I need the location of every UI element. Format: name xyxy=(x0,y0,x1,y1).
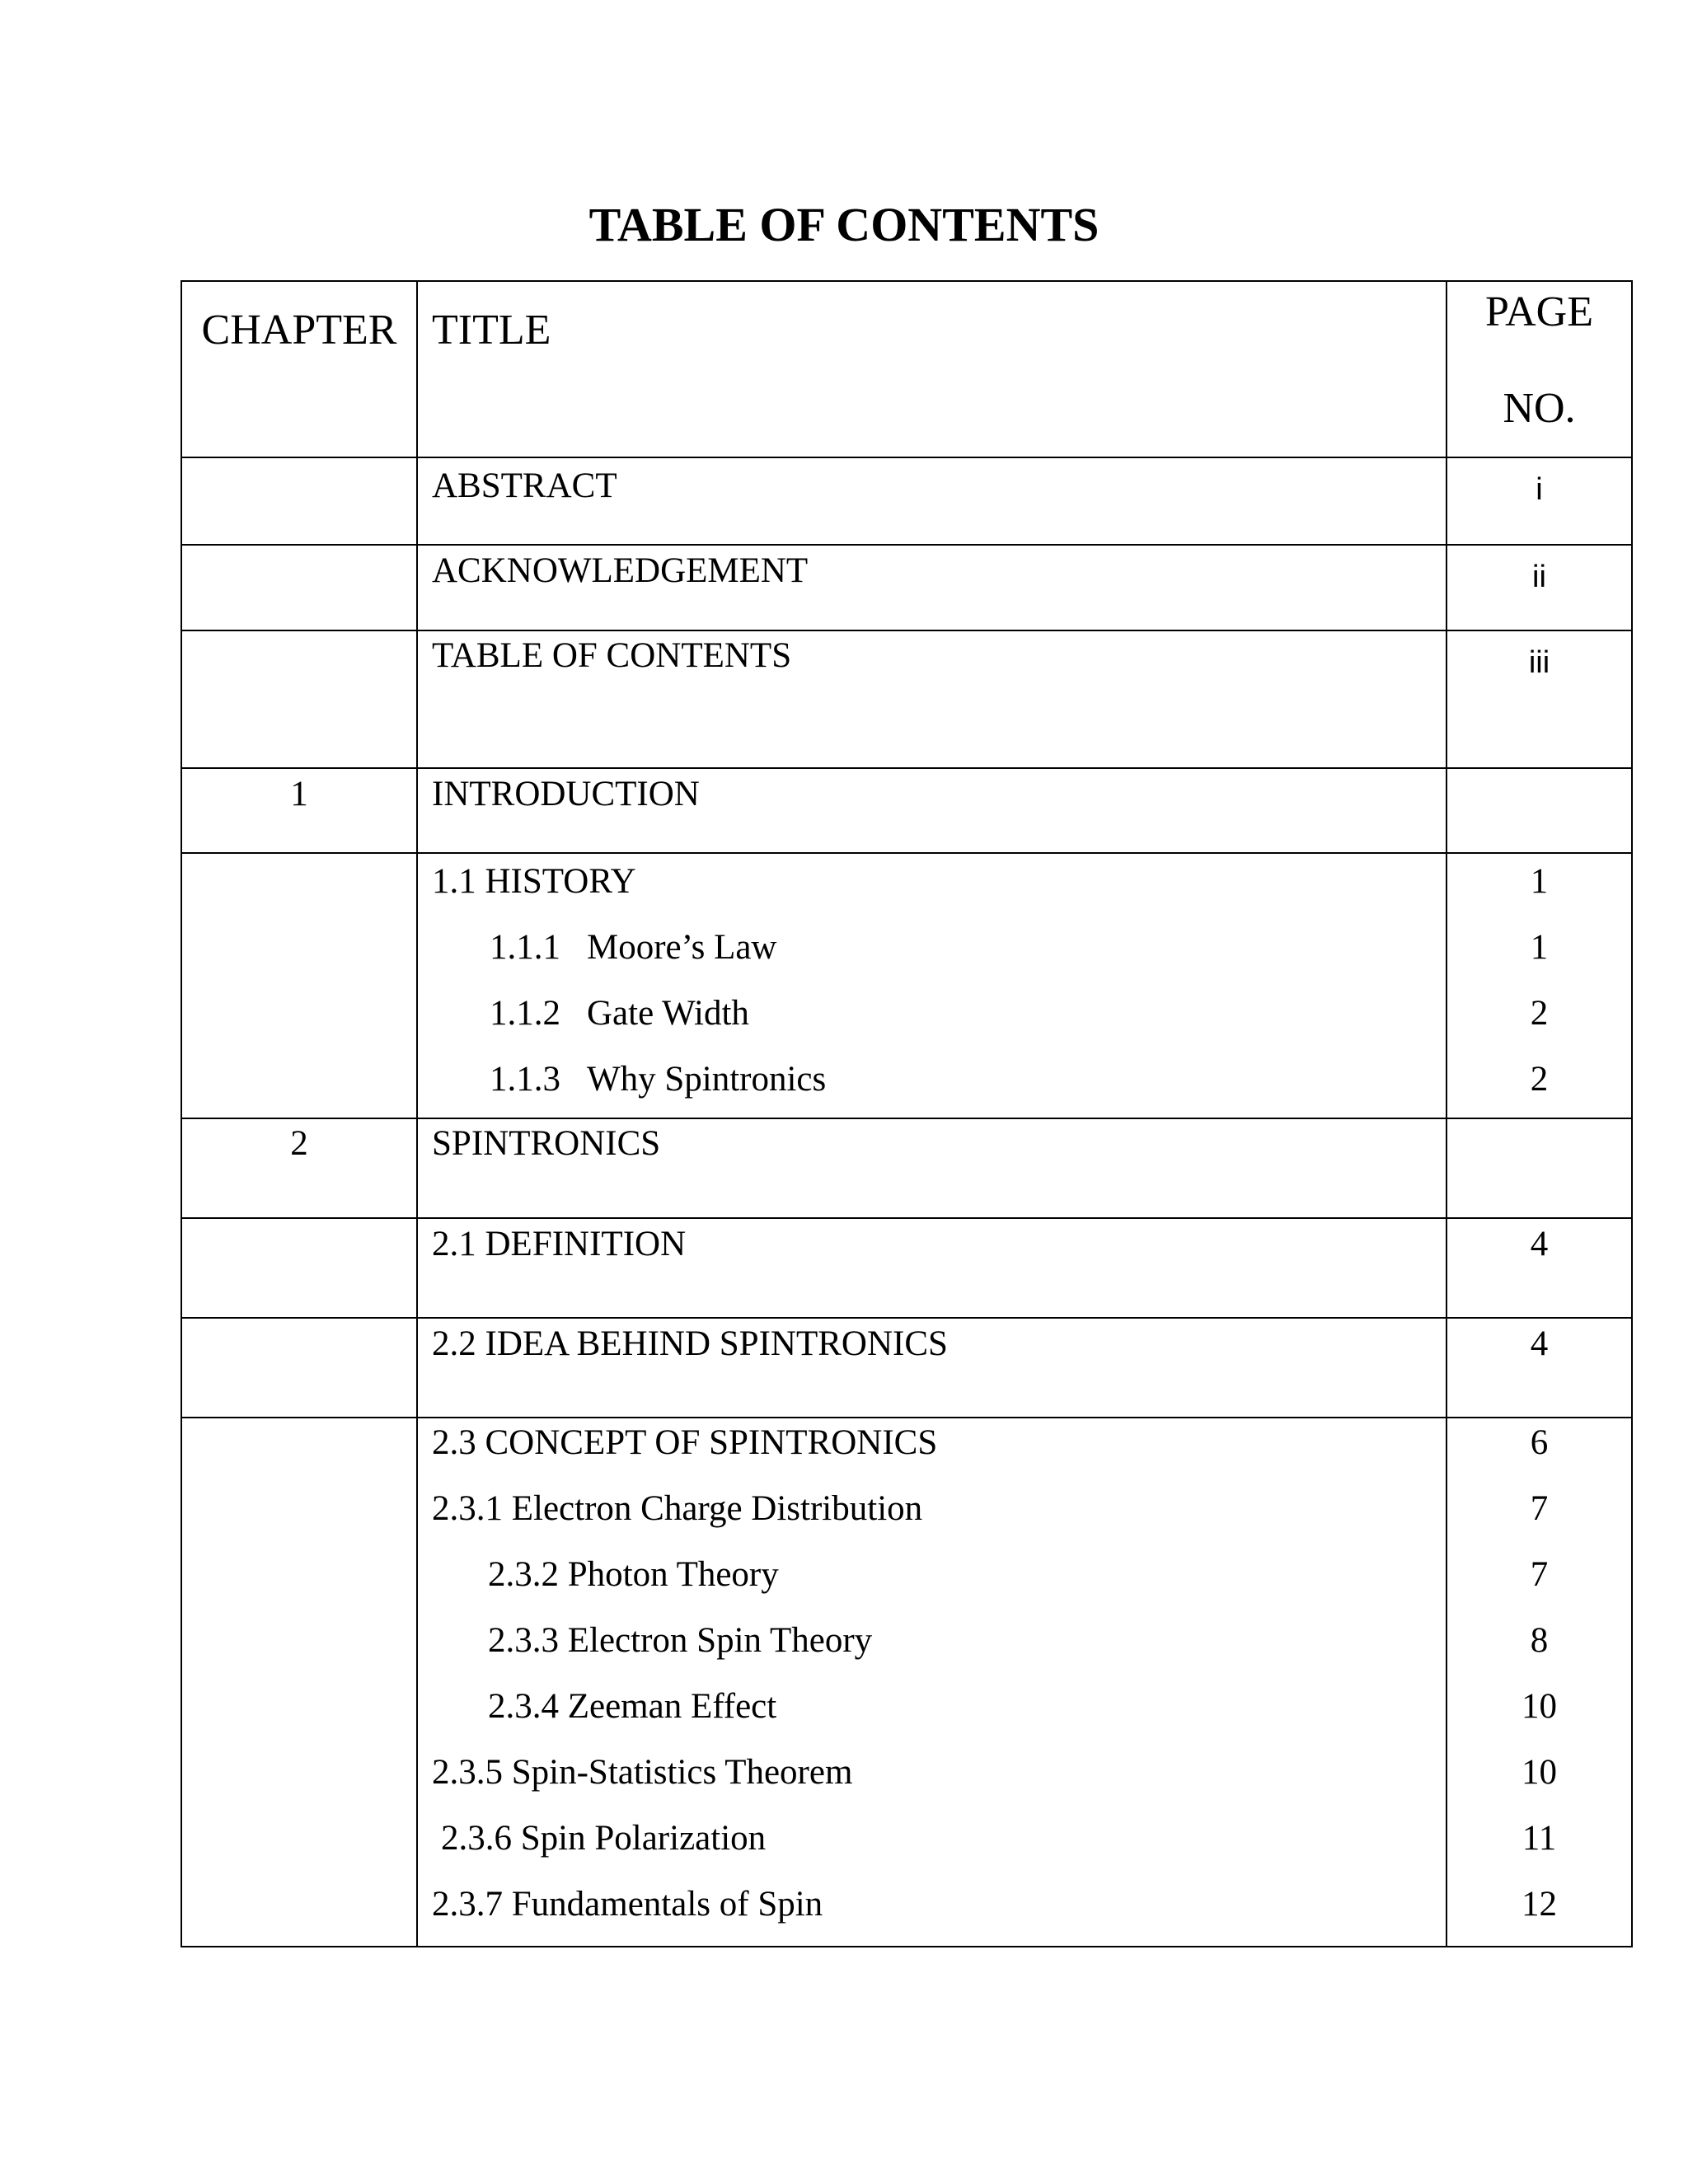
toc-entry-page: 4 xyxy=(1530,1225,1549,1263)
toc-entry-page: 8 xyxy=(1530,1621,1549,1660)
page-cell xyxy=(1447,768,1632,853)
title-cell xyxy=(417,1418,1447,1947)
toc-entry-title: 2.2 IDEA BEHIND SPINTRONICS xyxy=(432,1324,948,1363)
table-row xyxy=(181,545,1632,630)
toc-entry-page: 2 xyxy=(1530,1060,1549,1099)
title-cell xyxy=(417,853,1447,1118)
header-chapter: CHAPTER xyxy=(181,281,417,457)
toc-entry-title: 2.3.6 Spin Polarization xyxy=(441,1819,767,1858)
toc-subentry xyxy=(432,981,1446,1047)
table-row xyxy=(181,457,1632,545)
toc-entry-page: 10 xyxy=(1522,1687,1557,1726)
chapter-cell xyxy=(181,1118,417,1218)
toc-entry-title: SPINTRONICS xyxy=(432,1124,661,1163)
page-cell xyxy=(1447,1218,1632,1318)
header-row xyxy=(181,281,1632,457)
toc-entry-page: 11 xyxy=(1522,1819,1557,1858)
page-cell xyxy=(1447,853,1632,1118)
toc-entry-title: Moore’s Law xyxy=(587,928,777,967)
page-title: TABLE OF CONTENTS xyxy=(588,198,1100,251)
page-cell xyxy=(1447,545,1632,630)
chapter-number: 1 xyxy=(290,775,308,813)
toc-entry-page: 4 xyxy=(1530,1324,1549,1363)
toc-entry-page: 7 xyxy=(1530,1555,1549,1594)
table-row xyxy=(181,1318,1632,1418)
table-row xyxy=(181,1218,1632,1318)
toc-entry-page: 10 xyxy=(1522,1753,1557,1792)
header-page-line1: PAGE xyxy=(1484,288,1593,335)
header-page-line2: NO. xyxy=(1503,385,1576,432)
title-cell xyxy=(417,1218,1447,1318)
table-row xyxy=(181,1118,1632,1218)
title-cell xyxy=(417,1318,1447,1418)
table-row xyxy=(181,630,1632,768)
toc-entry-page: 6 xyxy=(1530,1423,1549,1462)
toc-entry-title: 2.3.4 Zeeman Effect xyxy=(488,1687,777,1726)
section-number: 1.1.3 xyxy=(490,1060,560,1099)
toc-subentry xyxy=(432,915,1446,981)
toc-entry-title: 2.1 DEFINITION xyxy=(432,1225,687,1263)
toc-entry-page: 12 xyxy=(1522,1885,1557,1924)
toc-entry-title: INTRODUCTION xyxy=(432,775,700,813)
page-cell xyxy=(1447,1418,1632,1947)
chapter-cell xyxy=(181,768,417,853)
title-cell xyxy=(417,1118,1447,1218)
toc-entry-title: TABLE OF CONTENTS xyxy=(432,636,792,675)
header-page-no xyxy=(1447,281,1632,457)
toc-entry-title: 2.3.3 Electron Spin Theory xyxy=(488,1621,873,1660)
toc-entry-page: 1 xyxy=(1530,862,1549,901)
toc-entry-page: 2 xyxy=(1530,994,1549,1033)
toc-entry-title: Gate Width xyxy=(587,994,749,1033)
toc-entry-title: Why Spintronics xyxy=(587,1060,827,1099)
page-cell xyxy=(1447,457,1632,545)
toc-table xyxy=(181,280,1633,1947)
page-cell xyxy=(1447,630,1632,768)
page-cell xyxy=(1447,1318,1632,1418)
table-row xyxy=(181,853,1632,1118)
chapter-cell xyxy=(181,545,417,630)
chapter-cell xyxy=(181,853,417,1118)
chapter-number: 2 xyxy=(290,1124,308,1163)
title-cell xyxy=(417,768,1447,853)
toc-entry-title: 2.3 CONCEPT OF SPINTRONICS xyxy=(432,1423,938,1462)
toc-entry-page: iii xyxy=(1528,645,1550,680)
toc-entry-title: 1.1 HISTORY xyxy=(432,862,636,901)
toc-entry-title: ABSTRACT xyxy=(432,466,617,505)
toc-entry-title: 2.3.2 Photon Theory xyxy=(488,1555,779,1594)
chapter-cell xyxy=(181,1418,417,1947)
toc-entry-title: 2.3.5 Spin-Statistics Theorem xyxy=(432,1753,853,1792)
page-cell xyxy=(1447,1118,1632,1218)
chapter-cell xyxy=(181,1218,417,1318)
chapter-cell xyxy=(181,457,417,545)
toc-subentry xyxy=(432,1047,1446,1113)
toc-entry-page: 1 xyxy=(1530,928,1549,967)
chapter-cell xyxy=(181,630,417,768)
toc-entry-page: 7 xyxy=(1530,1489,1549,1528)
table-row xyxy=(181,768,1632,853)
title-cell xyxy=(417,457,1447,545)
table-row xyxy=(181,1418,1632,1947)
section-number: 1.1.1 xyxy=(490,928,560,967)
toc-entry-page: ii xyxy=(1532,560,1546,594)
toc-entry-title: 2.3.7 Fundamentals of Spin xyxy=(432,1885,823,1924)
title-cell xyxy=(417,545,1447,630)
chapter-cell xyxy=(181,1318,417,1418)
title-cell xyxy=(417,630,1447,768)
toc-entry-title: 2.3.1 Electron Charge Distribution xyxy=(432,1489,923,1528)
section-number: 1.1.2 xyxy=(490,994,560,1033)
header-title: TITLE xyxy=(417,281,1447,457)
toc-entry-title: ACKNOWLEDGEMENT xyxy=(432,551,809,590)
toc-entry-page: i xyxy=(1536,472,1543,507)
